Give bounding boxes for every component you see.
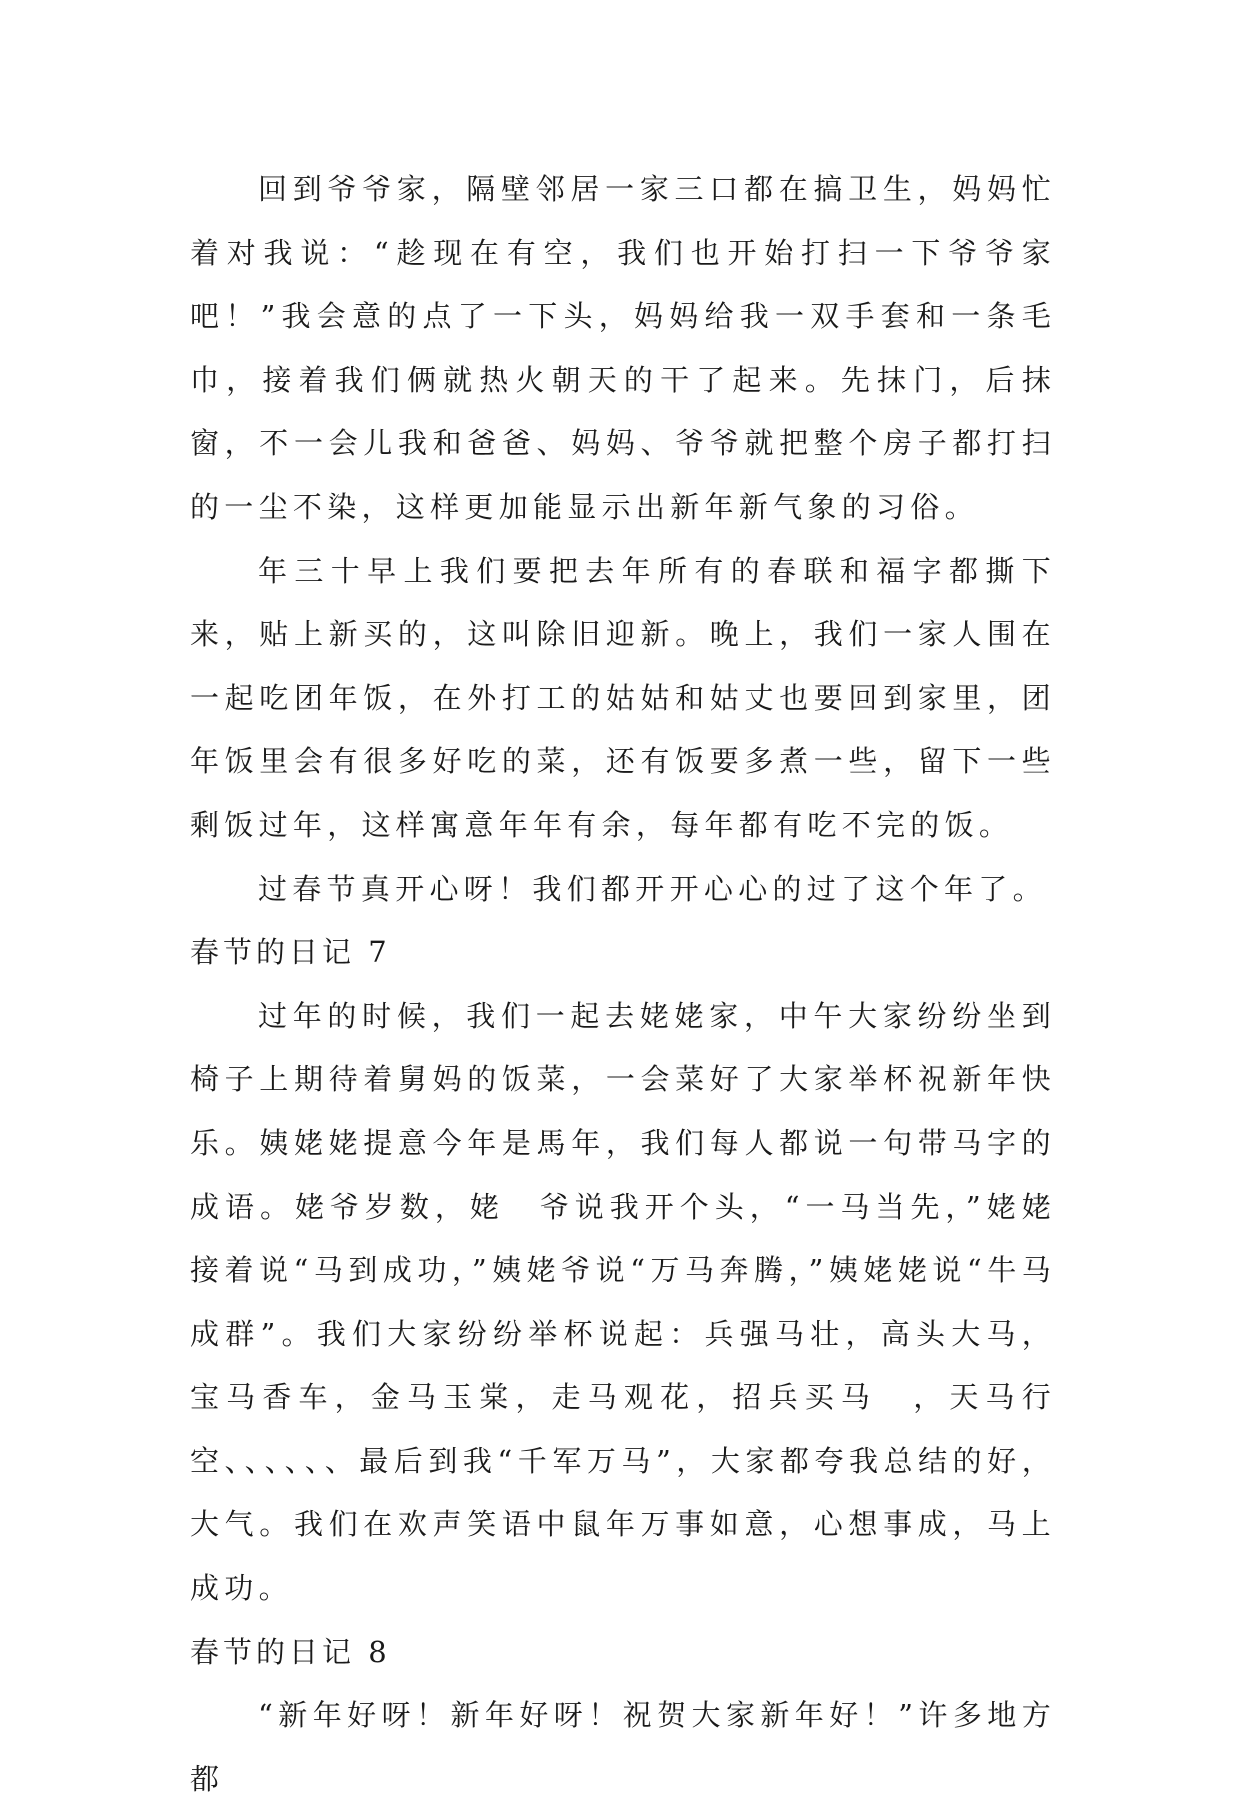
paragraph-happy-new-year: 过春节真开心呀！我们都开开心心的过了这个年了。 <box>258 871 1047 906</box>
document-body <box>190 158 1056 1811</box>
diary-heading-8: 春节的日记 8 <box>190 1634 391 1669</box>
paragraph-greeting: “新年好呀！新年好呀！祝贺大家新年好！”许多地方都 <box>190 1698 1056 1796</box>
diary-heading-7: 春节的日记 7 <box>190 935 391 970</box>
paragraph-new-year-eve: 年三十早上我们要把去年所有的春联和福字都撕下来，贴上新买的，这叫除旧迎新。晚上，我们一家人围在一起吃团年饭，在外打工的姑姑和姑丈也要回到家里，团年饭里会有很多好吃的菜，还有饭要多煮一些，留下一些剩饭过年，这样寓意年年有余，每年都有吃不完的饭。 <box>190 553 1056 842</box>
paragraph-cleaning: 回到爷爷家，隔壁邻居一家三口都在搞卫生，妈妈忙着对我说：“趁现在有空，我们也开始打扫一下爷爷家吧！”我会意的点了一下头，妈妈给我一双手套和一条毛巾，接着我们俩就热火朝天的干了起来。先抹门，后抹窗，不一会儿我和爸爸、妈妈、爷爷就把整个房子都打扫的一尘不染，这样更加能显示出新年新气象的习俗。 <box>190 172 1056 524</box>
paragraph-horse-idioms: 过年的时候，我们一起去姥姥家，中午大家纷纷坐到椅子上期待着舅妈的饭菜，一会菜好了大家举杯祝新年快乐。姨姥姥提意今年是馬年，我们每人都说一句带马字的成语。姥爷岁数，姥 爷说我开个头，“一马当先，”姥姥接着说“马到成功，”姨姥爷说“万马奔腾，”姨姥姥说“牛马成群”。我们大家纷纷举杯说起：兵强马壮，高头大马，宝马香车，金马玉棠，走马观花，招兵买马 ，天马行空、、、、、、最后到我“千军万马”，大家都夸我总结的好，大气。我们在欢声笑语中鼠年万事如意，心想事成，马上成功。 <box>190 998 1056 1606</box>
